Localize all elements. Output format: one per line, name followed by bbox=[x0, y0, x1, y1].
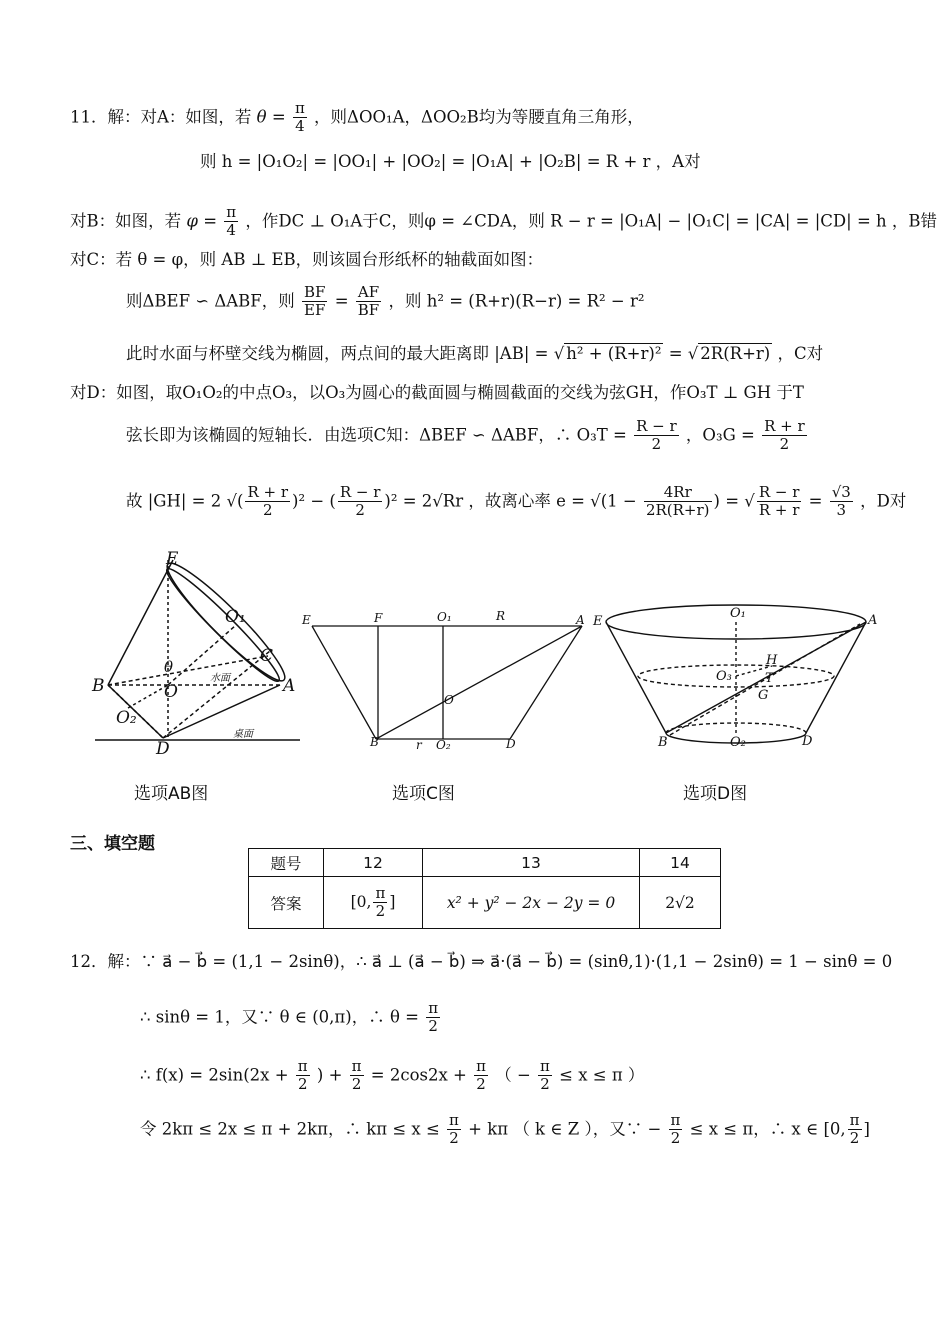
num: R + r bbox=[764, 417, 805, 435]
dc-line bbox=[163, 651, 270, 738]
num: π bbox=[849, 1111, 860, 1129]
sol11-line-b bbox=[70, 204, 937, 240]
left-edge bbox=[312, 626, 376, 739]
num: π bbox=[375, 883, 386, 902]
sol12-line4-b: + kπ （ k ∈ Z ），又∵ − bbox=[468, 1119, 662, 1139]
num: R − r bbox=[758, 483, 800, 501]
sol11-d-tail: ，D对 bbox=[860, 491, 907, 511]
den: 4 bbox=[226, 221, 236, 240]
num: π bbox=[351, 1057, 362, 1075]
label-a: A bbox=[283, 676, 296, 696]
sol11-line-d2 bbox=[126, 418, 809, 454]
sol12-line2-text: ∴ sinθ = 1，又∵ θ ∈ (0,π)，∴ θ = bbox=[140, 1007, 419, 1027]
sol11-b-tail: ，作DC ⊥ O₁A于C，则φ = ∠CDA，则 R − r = |O₁A| − |O₁C| = |CA| = |CD| = h ，B错 bbox=[245, 211, 938, 231]
label-r-big: R bbox=[496, 609, 506, 623]
sqrt-expr-2: 2R(R+r) bbox=[700, 344, 771, 363]
label-e: E bbox=[593, 614, 603, 629]
header-cell: 13 bbox=[423, 849, 640, 877]
den: 4 bbox=[295, 117, 305, 136]
interval-zero: 0, bbox=[829, 1119, 846, 1139]
sol11-c-tail: ，C对 bbox=[777, 344, 824, 363]
sol11-line-a2 bbox=[200, 152, 701, 172]
sol11-c-head: 对C：若 θ = φ，则 AB ⊥ EB，则该圆台形纸杯的轴截面如图： bbox=[70, 250, 544, 269]
caption-d: 选项D图 bbox=[683, 784, 748, 804]
num: R + r bbox=[247, 483, 289, 501]
sol12-line1-text: 12．解：∵ a⃗ − b⃗ = (1,1 − 2sinθ)，∴ a⃗ ⊥ (a⃗ − b⃗) ⇒ a⃗·(a⃗ − b⃗) = (sinθ,1)·(1,1 − 2sinθ) = 1 − sinθ = 0 bbox=[70, 952, 893, 971]
label-d: D bbox=[802, 734, 813, 749]
label-b: B bbox=[370, 735, 379, 749]
den: 3 bbox=[836, 501, 847, 520]
label-desk: 桌面 bbox=[233, 729, 253, 740]
sol11-d-line3b: = 2√Rr ，故离心率 e = bbox=[402, 491, 585, 511]
frac-af-bf bbox=[356, 284, 381, 320]
table-answer-row bbox=[249, 877, 721, 929]
label-o1: O₁ bbox=[730, 606, 746, 621]
sol11-c-line2: 此时水面与杯壁交线为椭圆，两点间的最大距离即 |AB| = bbox=[126, 344, 549, 363]
den: BF bbox=[357, 301, 380, 320]
den: 2 bbox=[297, 1075, 308, 1094]
sol12-line4: 令 2kπ ≤ 2x ≤ π + 2kπ，∴ kπ ≤ x ≤ $\frac{\pi}{2}$ + kπ （ k ∈ Z ），又∵ − $\frac{\pi}{2}$ ≤ x ≤ π，∴ x ∈ [0, $\frac{\pi}{2}$ ] bbox=[140, 1111, 870, 1148]
num: √3 bbox=[831, 483, 851, 501]
header-cell: 12 bbox=[324, 849, 423, 877]
answer-13: x² + y² − 2x − 2y = 0 bbox=[423, 877, 640, 929]
label-g: G bbox=[758, 688, 769, 703]
sol11-header: 11．解：对A：如图，若 bbox=[70, 107, 252, 127]
figure-d bbox=[590, 600, 880, 755]
sol11-line-c3: 此时水面与杯壁交线为椭圆，两点间的最大距离即 |AB| = √ h² + (R+r)² = √ 2R(R+r) ，C对 bbox=[126, 344, 824, 363]
frac-rp-over-2 bbox=[762, 418, 807, 454]
label-o1: O₁ bbox=[225, 607, 246, 627]
frac-pi-2 bbox=[848, 1112, 862, 1148]
sol11-line-d3: 故 |GH| = 2 √( $\frac{R + r}{2}$ )² − ( $\frac{R - r}{2}$ )² = 2√Rr ，故离心率 e = √(1 − $\frac{4Rr}{2R(R+r)}$ ) = √ $\frac{R - r}{R + r}$ = $\frac{√3}{3}$ ，D对 bbox=[126, 483, 907, 520]
frac-pi-2 bbox=[296, 1058, 310, 1094]
sol11-c-h2: ，则 h² = (R+r)(R−r) = R² − r² bbox=[388, 291, 645, 311]
sol11-line-a1 bbox=[70, 100, 644, 136]
answer-table bbox=[248, 848, 721, 929]
label-a: A bbox=[576, 613, 585, 627]
num: π bbox=[294, 99, 305, 117]
theta-eq: θ = bbox=[256, 107, 286, 127]
edge-da bbox=[163, 685, 280, 738]
frac-pi-over-4-b bbox=[224, 204, 238, 240]
sol12-line4-c: ≤ x ≤ π，∴ x ∈ bbox=[689, 1119, 819, 1139]
den: 2 bbox=[540, 1075, 550, 1094]
num: π bbox=[428, 999, 439, 1017]
frac-pi-2 bbox=[474, 1058, 488, 1094]
label-o2: O₂ bbox=[730, 735, 746, 750]
num: 4Rr bbox=[644, 484, 712, 502]
num: π bbox=[226, 203, 237, 221]
den: 2R(R+r) bbox=[645, 501, 710, 520]
frac-pi-2 bbox=[350, 1058, 364, 1094]
frac-pi-2 bbox=[373, 885, 387, 921]
sol11-d-line3a: 故 |GH| = 2 bbox=[126, 491, 222, 511]
num: BF bbox=[304, 283, 326, 301]
caption-ab: 选项AB图 bbox=[134, 784, 209, 804]
figure-c bbox=[300, 606, 590, 756]
sol11-line-c1 bbox=[70, 250, 543, 270]
frac-rp-2 bbox=[245, 484, 290, 520]
sol11-c-sim: 则ΔBEF ∽ ΔABF，则 bbox=[126, 291, 295, 311]
sol12-line4-a: 令 2kπ ≤ 2x ≤ π + 2kπ，∴ kπ ≤ x ≤ bbox=[140, 1119, 440, 1139]
den: 2 bbox=[449, 1129, 459, 1148]
den: 2 bbox=[670, 1129, 681, 1148]
ans12-zero: 0, bbox=[356, 892, 372, 911]
sol12-line2 bbox=[140, 1000, 442, 1036]
answer-14: 2√2 bbox=[640, 877, 721, 929]
sol12-line3-e: ≤ x ≤ π ） bbox=[559, 1065, 645, 1085]
sol11-d-o3g: ，O₃G = bbox=[685, 425, 755, 445]
label-f: F bbox=[374, 611, 383, 625]
den: 2 bbox=[351, 1075, 362, 1094]
label-o2: O₂ bbox=[436, 738, 451, 752]
num: R − r bbox=[636, 417, 677, 435]
label-theta: θ bbox=[164, 658, 174, 676]
den: 2 bbox=[779, 435, 790, 454]
sol12-line3 bbox=[140, 1058, 644, 1094]
label-c: C bbox=[260, 646, 274, 666]
caption-c: 选项C图 bbox=[392, 784, 455, 804]
sol12-line3-b: ) + bbox=[316, 1065, 343, 1085]
ba-diagonal bbox=[376, 626, 582, 739]
label-a: A bbox=[868, 613, 878, 628]
section-title: 三、填空题 bbox=[70, 834, 155, 854]
figure-ab bbox=[90, 548, 305, 763]
sol11-b-head: 对B：如图，若 bbox=[70, 211, 182, 231]
label-d: D bbox=[156, 739, 170, 759]
den: R + r bbox=[758, 501, 800, 520]
eq-sign: = bbox=[668, 344, 683, 363]
label-o3: O₃ bbox=[716, 669, 732, 684]
label-e: E bbox=[302, 613, 311, 627]
phi-eq: φ = bbox=[186, 211, 218, 231]
frac-rm-over-2 bbox=[634, 418, 679, 454]
frac-rm-2 bbox=[338, 484, 383, 520]
den: 2 bbox=[428, 1017, 438, 1036]
sol11-line-d1 bbox=[70, 383, 804, 403]
sol11-a-eq: 则 h = |O₁O₂| = |OO₁| + |OO₂| = |O₁A| + |O₂B| = R + r ，A对 bbox=[200, 152, 701, 171]
frac-bf-ef bbox=[302, 284, 327, 320]
label-o: O bbox=[444, 693, 454, 707]
sol12-line1 bbox=[70, 952, 892, 972]
den: 2 bbox=[849, 1129, 860, 1148]
den: 2 bbox=[476, 1075, 486, 1094]
num: π bbox=[540, 1057, 550, 1075]
num: AF bbox=[356, 284, 381, 302]
num: π bbox=[476, 1057, 486, 1075]
den: 2 bbox=[651, 435, 662, 454]
header-cell: 14 bbox=[640, 849, 721, 877]
label-h: H bbox=[766, 653, 778, 668]
frac-pi-2 bbox=[538, 1058, 552, 1094]
frac-sqrt3-3 bbox=[830, 484, 853, 520]
frac-pi-2 bbox=[669, 1112, 683, 1148]
frac-rm-rp bbox=[757, 484, 802, 520]
num: π bbox=[297, 1057, 308, 1075]
frac-pi-2 bbox=[447, 1112, 461, 1148]
num: π bbox=[670, 1111, 681, 1129]
sol11-line-c2: 则ΔBEF ∽ ΔABF，则 $\frac{BF}{EF}$ = $\frac{AF}{BF}$ ，则 h² = (R+r)(R−r) = R² − r² bbox=[126, 283, 645, 320]
frac-4rr bbox=[644, 484, 712, 520]
den: 2 bbox=[262, 501, 273, 520]
den: 2 bbox=[375, 902, 386, 920]
num: R − r bbox=[339, 483, 381, 501]
num: π bbox=[449, 1111, 459, 1129]
label-o2: O₂ bbox=[116, 708, 137, 728]
frac-pi-over-4 bbox=[293, 100, 307, 136]
table-header-row bbox=[249, 849, 721, 877]
sqrt-expr-1: h² + (R+r)² bbox=[566, 344, 662, 363]
label-o: O bbox=[164, 682, 178, 702]
sol12-line3-c: = 2cos2x + bbox=[370, 1065, 467, 1085]
diag-line bbox=[108, 656, 268, 685]
label-r-small: r bbox=[416, 738, 422, 752]
label-b: B bbox=[92, 676, 105, 696]
header-cell: 题号 bbox=[249, 849, 324, 877]
label-b: B bbox=[658, 735, 668, 750]
sol11-d-head: 对D：如图，取O₁O₂的中点O₃，以O₃为圆心的截面圆与椭圆截面的交线为弦GH，作O₃T ⊥ GH 于T bbox=[70, 383, 804, 402]
row-label: 答案 bbox=[249, 877, 324, 929]
label-d: D bbox=[506, 737, 516, 751]
label-t: T bbox=[765, 671, 774, 686]
den: EF bbox=[304, 301, 326, 320]
sol12-line3-d: （ − bbox=[495, 1065, 531, 1085]
frac-pi-2 bbox=[426, 1000, 440, 1036]
sol11-a-tail: ，则ΔOO₁A，ΔOO₂B均为等腰直角三角形， bbox=[314, 107, 644, 127]
label-water: 水面 bbox=[210, 673, 230, 684]
sol12-line3-a: ∴ f(x) = 2sin(2x + bbox=[140, 1065, 289, 1085]
label-o1: O₁ bbox=[437, 610, 452, 624]
left-edge bbox=[606, 622, 666, 733]
o2o-line bbox=[128, 685, 168, 708]
den: 2 bbox=[355, 501, 365, 520]
top-ellipse-inner bbox=[160, 562, 286, 688]
label-e: E bbox=[166, 549, 179, 569]
right-edge bbox=[510, 626, 582, 739]
sol11-d-line2: 弦长即为该椭圆的短轴长．由选项C知：ΔBEF ∽ ΔABF，∴ O₃T = bbox=[126, 425, 627, 445]
answer-12: [0, $\frac{\pi}{2}$ ] bbox=[324, 877, 423, 929]
